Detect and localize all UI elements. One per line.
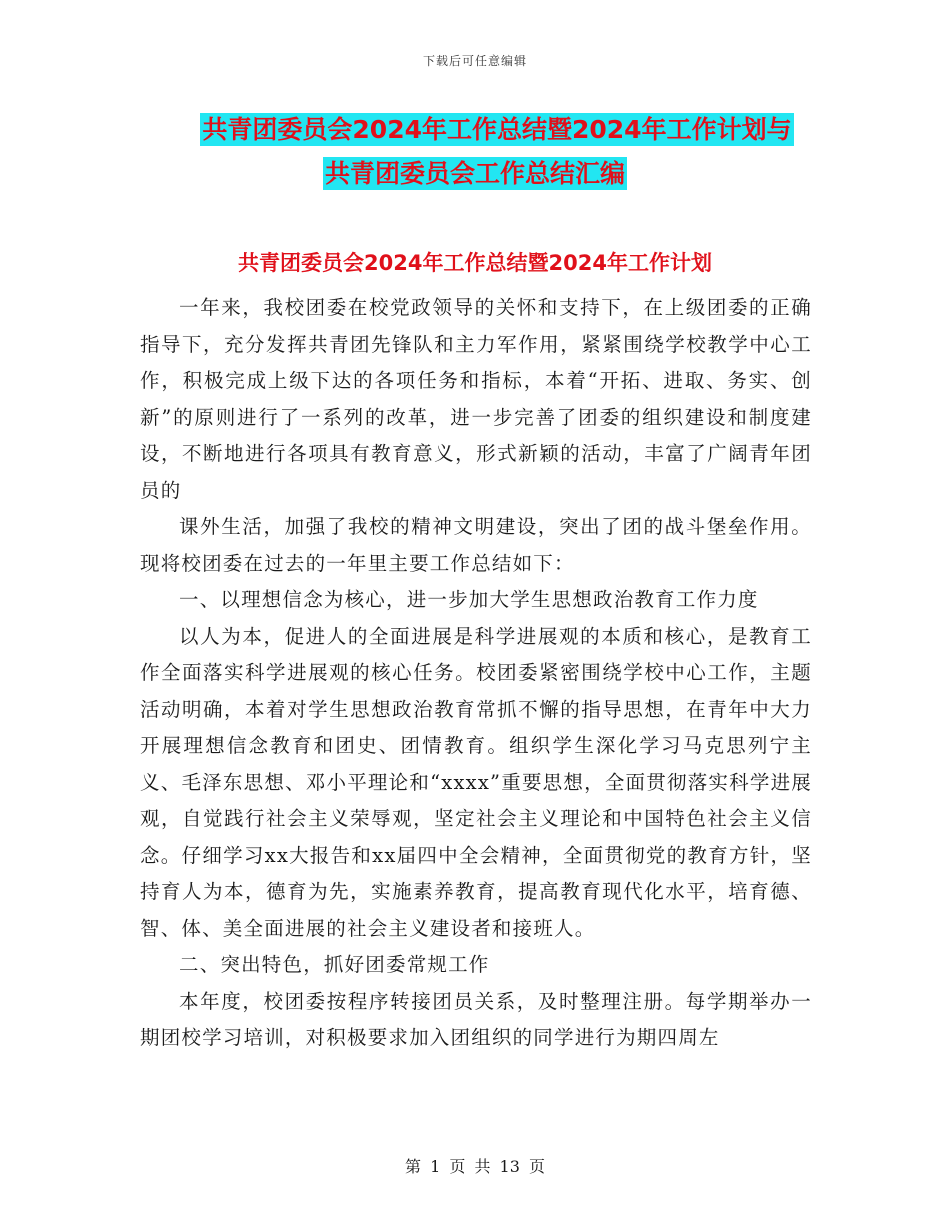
section-heading: 二、突出特色，抓好团委常规工作 <box>179 953 490 976</box>
paragraph: 以人为本，促进人的全面进展是科学进展观的本质和核心，是教育工作全面落实科学进展观的核心任务。校团委紧密围绕学校中心工作，主题活动明确，本着对学生思想政治教育常抓不懈的指导思想，在青年中大力开展理想信念教育和团史、团情教育。组织学生深化学习马克思列宁主义、毛泽东思想、邓小平理论和“xxxx”重要思想，全面贯彻落实科学进展观，自觉践行社会主义荣辱观，坚定社会主义理论和中国特色社会主义信念。仔细学习xx大报告和xx届四中全会精神，全面贯彻党的教育方针，坚持育人为本，德育为先，实施素养教育，提高教育现代化水平，培育德、智、体、美全面进展的社会主义建设者和接班人。 <box>140 624 812 940</box>
page-header-note: 下载后可任意编辑 <box>422 54 527 68</box>
section-heading: 一、以理想信念为核心，进一步加大学生思想政治教育工作力度 <box>179 588 759 611</box>
paragraph: 本年度，校团委按程序转接团员关系，及时整理注册。每学期举办一期团校学习培训，对积极要求加入团组织的同学进行为期四周左 <box>140 989 812 1049</box>
title-line-2: 共青团委员会工作总结汇编 <box>324 159 625 188</box>
paragraph: 一年来，我校团委在校党政领导的关怀和支持下，在上级团委的正确指导下，充分发挥共青团先锋队和主力军作用，紧紧围绕学校教学中心工作，积极完成上级下达的各项任务和指标，本着“开拓、进取、务实、创新”的原则进行了一系列的改革，进一步完善了团委的组织建设和制度建设，不断地进行各项具有教育意义，形式新颖的活动，丰富了广阔青年团员的 <box>140 296 812 502</box>
document-title <box>0 108 950 196</box>
body-text <box>140 290 812 1057</box>
section-title: 共青团委员会2024年工作总结暨2024年工作计划 <box>238 251 712 275</box>
title-line-1: 共青团委员会2024年工作总结暨2024年工作计划与 <box>202 115 792 144</box>
paragraph: 课外生活，加强了我校的精神文明建设，突出了团的战斗堡垒作用。现将校团委在过去的一年里主要工作总结如下： <box>140 515 812 575</box>
page-number: 第 1 页 共 13 页 <box>405 1157 545 1176</box>
